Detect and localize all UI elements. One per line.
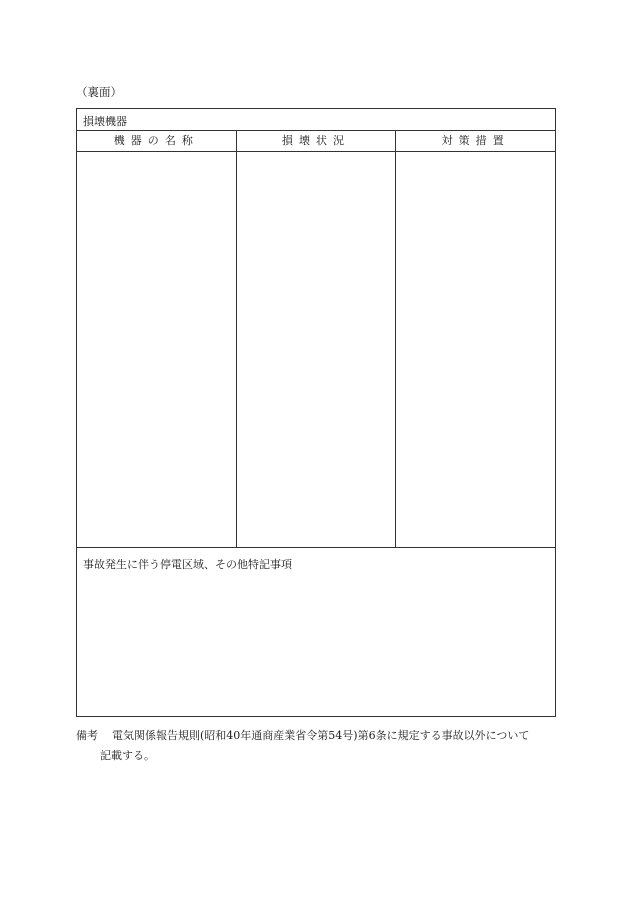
- column-header-countermeasures: 対策措置: [441, 134, 510, 147]
- equipment-name-cell[interactable]: [77, 152, 237, 547]
- damaged-equipment-table: [76, 108, 556, 717]
- column-body-row: [77, 152, 555, 548]
- remarks-label: 事故発生に伴う停電区域、その他特記事項: [83, 558, 292, 571]
- remarks-area[interactable]: [77, 548, 555, 716]
- column-header-row: [77, 131, 555, 152]
- damage-status-cell[interactable]: [237, 152, 397, 547]
- page-side-label: （裏面）: [76, 85, 122, 99]
- footnote-line-1: [76, 726, 566, 746]
- column-header-equipment-name: 機器の名称: [77, 131, 237, 151]
- section-title: 損壊機器: [77, 109, 555, 131]
- footnote-text-1: 電気関係報告規則(昭和40年通商産業省令第54号)第6条に規定する事故以外について: [112, 729, 530, 742]
- footnote-head: 備考: [76, 729, 98, 742]
- footnote-text-2: 記載する。: [100, 749, 155, 762]
- column-header-damage-status: 損壊状況: [237, 131, 397, 151]
- footnote: [76, 726, 566, 766]
- countermeasures-cell[interactable]: [396, 152, 555, 547]
